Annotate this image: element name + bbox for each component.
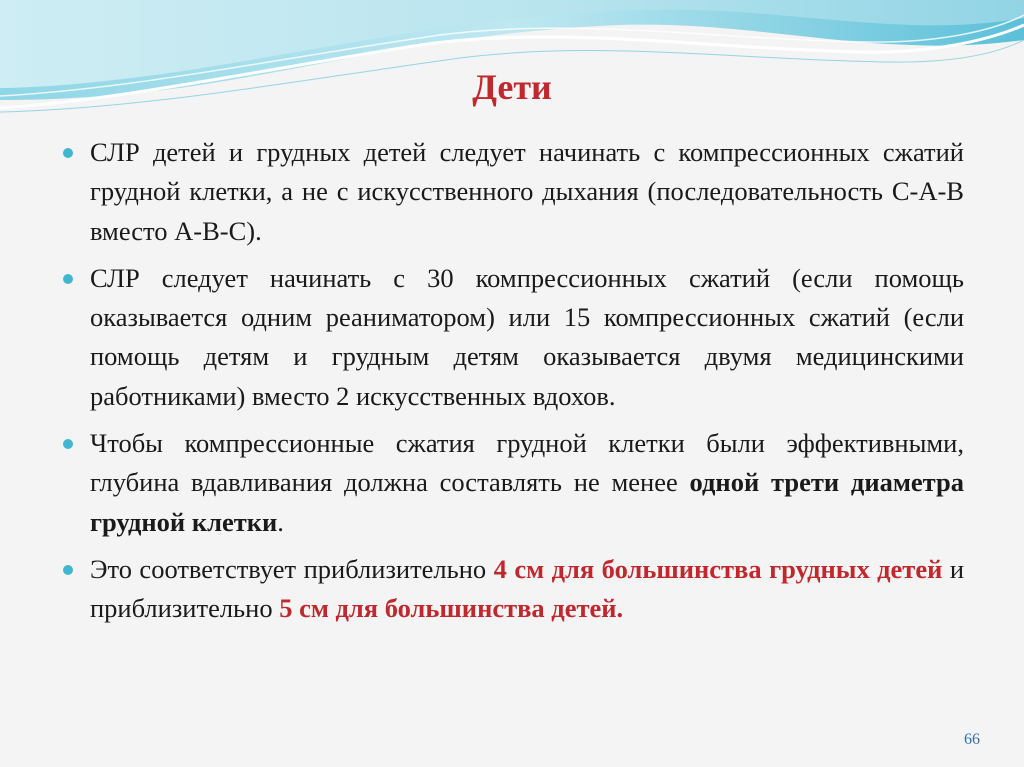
wave-decoration [0, 0, 1024, 130]
page-number: 66 [964, 731, 980, 748]
bullet-item [90, 133, 964, 251]
bullet-text: СЛР следует начинать с 30 компрессионных сжатий (если помощь оказывается одним реаниматором) или 15 компрессионных сжатий (если помощь детям и грудным детям оказывается двумя медицинскими работниками) вместо 2 искусственных вдохов. [90, 262, 964, 411]
bullet-text: и приблизительно [90, 553, 964, 624]
bullet-text: Чтобы компрессионные сжатия грудной клетки были эффективными, глубина вдавливания должна составлять не менее [90, 428, 964, 498]
bold-emphasis: одной трети диаметра грудной клетки [90, 467, 964, 537]
bullet-dot-icon [63, 439, 73, 449]
bullet-text: . [277, 506, 284, 537]
bullet-list [90, 133, 964, 637]
bullet-dot-icon [63, 565, 73, 575]
red-emphasis: 5 см для большинства детей. [279, 593, 624, 624]
bullet-item [90, 550, 964, 629]
red-emphasis: 4 см для большинства грудных детей [493, 553, 943, 584]
bullet-text: Это соответствует приблизительно [90, 553, 494, 584]
bullet-item [90, 259, 964, 416]
slide-title: Дети [472, 67, 552, 107]
bullet-item [90, 424, 964, 542]
bullet-text: СЛР детей и грудных детей следует начинать с компрессионных сжатий грудной клетки, а не с искусственного дыхания (последовательность C-A-B вместо A-B-C). [90, 137, 964, 246]
bullet-dot-icon [63, 274, 73, 284]
bullet-dot-icon [63, 148, 73, 158]
